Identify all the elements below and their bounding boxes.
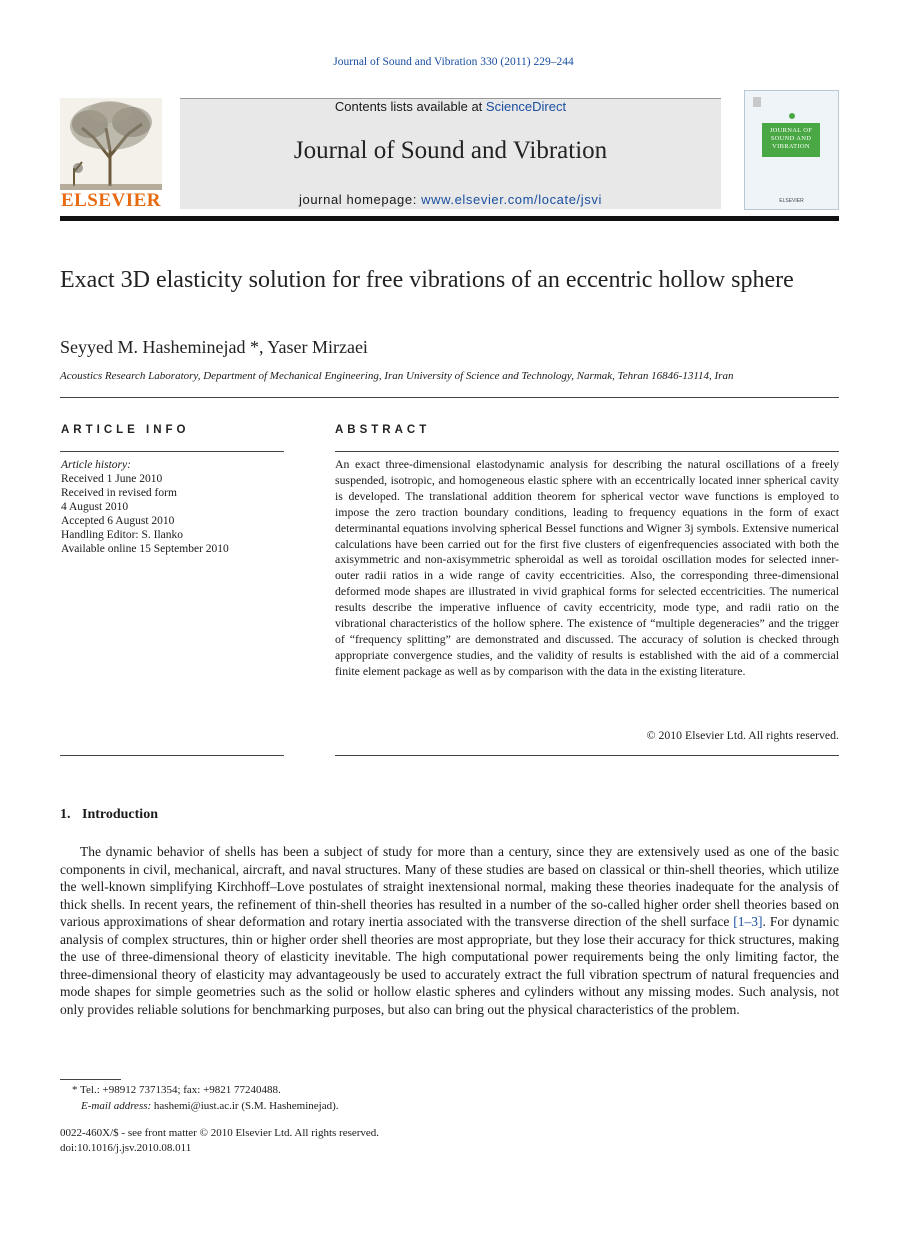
- history-item: 4 August 2010: [61, 501, 129, 513]
- abstract-text: An exact three-dimensional elastodynamic analysis for describing the natural oscillations of a freely suspended, isotropic, and homogeneous elastic sphere with an eccentrically located inner spherical cavity is developed. The translational addition theorem for spherical vector wave functions is employed to impose the zero traction boundary conditions, leading to frequency equations in the form of exact determinantal equations involving spherical Bessel functions and Wigner 3j symbols. Extensive numerical calculations have been carried out for the first five clusters of eigenfrequencies associated with both the axisymmetric and non-axisymmetric spheroidal as well as toroidal oscillation modes for selected inner-outer radii ratios in a wide range of cavity eccentricities. Also, the corresponding three-dimensional deformed mode shapes are illustrated in vivid graphical forms for selected eccentricities. The numerical results describe the imperative influence of cavity eccentricity, mode type, and radii ratio on the vibrational characteristics of the hollow sphere. The existence of “multiple degeneracies” and the trigger of “frequency splitting” are demonstrated and discussed. The accuracy of solution is checked through appropriate convergence studies, and the validity of results is established with the aid of a commercial finite element package as well as by comparison with the data in the existing literature.: [335, 457, 839, 678]
- elsevier-tree-icon: [60, 98, 162, 190]
- intro-text-part-1: The dynamic behavior of shells has been a subject of study for more than a century, since they are extensively used as one of the basic components in civil, mechanical, aircraft, and naval structures. Many of these studies are based on classical or thin-shell theories, which utilize the well-known simplifying Kirchhoff–Love postulates of straight inextensional normal, making these theories inadequate for the analysis of thick shells. In recent years, the refinement of thin-shell theories has resulted in a number of the so-called higher order shell theories based on various approximations of shear deformation and rotary inertia associated with the transverse direction of the shell surface: [60, 844, 839, 929]
- abstract-bottom-divider: [335, 755, 839, 756]
- email-label: E-mail address:: [81, 1100, 152, 1112]
- article-info-divider: [60, 451, 284, 452]
- journal-citation[interactable]: Journal of Sound and Vibration 330 (2011) 229–244: [333, 56, 574, 68]
- cover-title: JOURNAL OF SOUND AND VIBRATION: [762, 123, 820, 157]
- history-item: Accepted 6 August 2010: [61, 515, 175, 527]
- cover-mark-icon: [753, 97, 761, 107]
- cover-dot-icon: [789, 113, 795, 119]
- sciencedirect-link[interactable]: ScienceDirect: [485, 99, 567, 114]
- history-item: Available online 15 September 2010: [61, 543, 229, 555]
- history-item: Received in revised form: [61, 487, 177, 499]
- introduction-paragraph: [60, 843, 839, 1018]
- footnote-divider: [60, 1079, 121, 1080]
- history-item: Received 1 June 2010: [61, 473, 163, 485]
- journal-cover-thumbnail[interactable]: [744, 90, 839, 210]
- intro-text-part-2: . For dynamic analysis of complex structures, thin or higher order shell theories are most appropriate, but they lose their accuracy for thick structures, making the use of three-dimensional theory of elasticity inevitable. The high computational power requirements being the only limiting factor, the three-dimensional theory of elasticity may advantageously be used to accurately extract the full vibration spectrum of natural frequencies and mode shapes for simple geometries such as the solid or hollow elastic spheres and cylinders without any missing modes. Such analysis, not only provides reliable solutions for benchmarking purposes, but also can bring out the physical characteristics of the problem.: [60, 914, 839, 1017]
- footnote-contact: * Tel.: +98912 7371354; fax: +9821 77240488.: [72, 1084, 281, 1096]
- article-info-bottom-divider: [60, 755, 284, 756]
- section-title: Introduction: [82, 807, 158, 822]
- journal-header-box: [180, 98, 721, 209]
- homepage-link[interactable]: www.elsevier.com/locate/jsvi: [421, 192, 602, 207]
- doi-line[interactable]: doi:10.1016/j.jsv.2010.08.011: [60, 1142, 192, 1154]
- homepage-line: [180, 192, 721, 207]
- footnote-email: [81, 1100, 338, 1112]
- abstract-heading: ABSTRACT: [335, 424, 431, 436]
- article-title: Exact 3D elasticity solution for free vibrations of an eccentric hollow sphere: [60, 267, 794, 293]
- contents-line: [180, 99, 721, 114]
- header-divider: [60, 216, 839, 221]
- cover-publisher: ELSEVIER: [779, 198, 804, 204]
- article-authors: Seyyed M. Hasheminejad *, Yaser Mirzaei: [60, 337, 368, 357]
- issn-line: 0022-460X/$ - see front matter © 2010 Elsevier Ltd. All rights reserved.: [60, 1127, 380, 1139]
- reference-link[interactable]: [1–3]: [733, 914, 763, 929]
- abstract-copyright: © 2010 Elsevier Ltd. All rights reserved.: [646, 728, 839, 742]
- homepage-prefix: journal homepage:: [299, 192, 422, 207]
- author-affiliation: Acoustics Research Laboratory, Department of Mechanical Engineering, Iran University of Science and Technology, Narmak, Tehran 16846-13114, Iran: [60, 370, 734, 382]
- email-address[interactable]: hashemi@iust.ac.ir (S.M. Hasheminejad).: [151, 1100, 339, 1112]
- journal-title: Journal of Sound and Vibration: [293, 137, 608, 164]
- elsevier-logo[interactable]: [60, 98, 162, 210]
- title-divider: [60, 397, 839, 398]
- elsevier-wordmark: ELSEVIER: [60, 190, 162, 211]
- article-history: [61, 458, 283, 556]
- section-number: 1.: [60, 807, 71, 822]
- contents-prefix: Contents lists available at: [334, 99, 486, 114]
- history-item: Handling Editor: S. Ilanko: [61, 529, 184, 541]
- abstract-divider: [335, 451, 839, 452]
- introduction-heading: [60, 807, 158, 823]
- history-label: Article history:: [61, 459, 131, 471]
- article-info-heading: ARTICLE INFO: [61, 424, 190, 436]
